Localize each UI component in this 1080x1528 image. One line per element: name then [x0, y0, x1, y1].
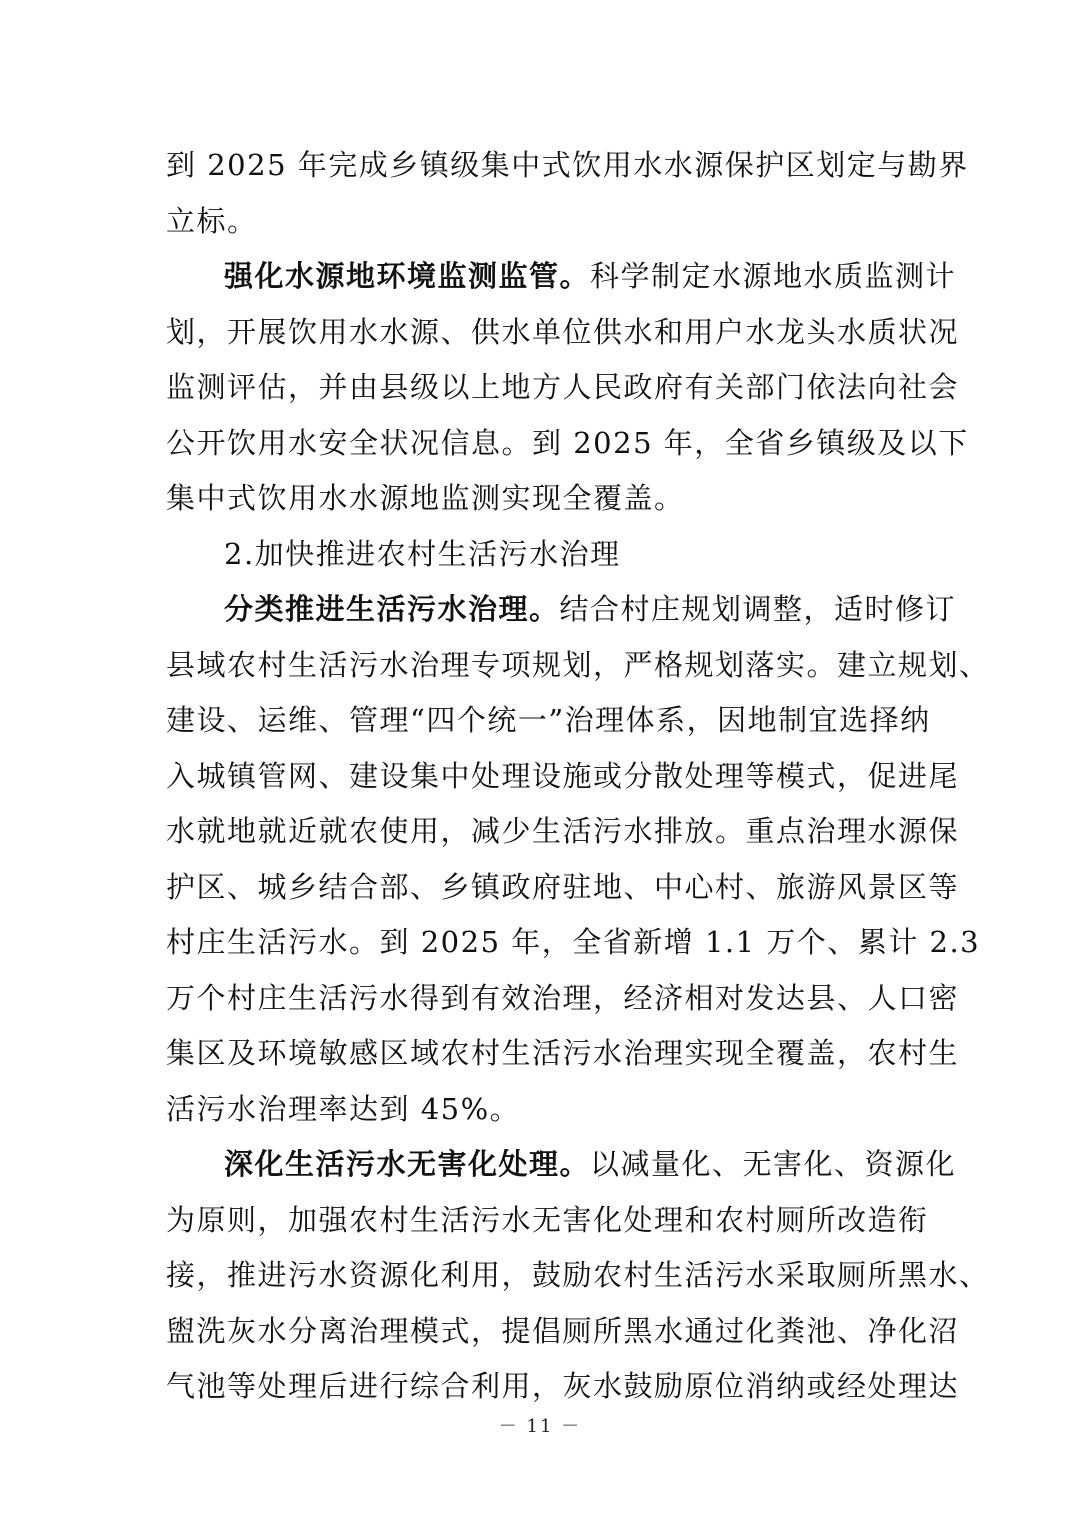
text-line	[166, 971, 960, 1027]
line-text: 到 2025 年完成乡镇级集中式饮用水水源保护区划定与勘界	[166, 148, 969, 182]
text-line	[166, 1137, 957, 1193]
line-text: 盥洗灰水分离治理模式，提倡厕所黑水通过化粪池、净化沼	[166, 1313, 960, 1348]
text-line	[166, 582, 957, 638]
line-text: 2.加快推进农村生活污水治理	[224, 536, 621, 571]
text-line	[166, 305, 960, 361]
line-text: 结合村庄规划调整，适时修订	[559, 592, 957, 626]
text-line	[166, 471, 916, 527]
text-line	[166, 360, 960, 416]
text-line	[166, 693, 931, 749]
line-text: 接，推进污水资源化利用，鼓励农村生活污水采取厕所黑水、	[166, 1258, 990, 1292]
text-line	[166, 1082, 916, 1138]
line-text: 以减量化、无害化、资源化	[590, 1147, 957, 1181]
text-line	[166, 638, 990, 694]
paragraph-heading: 分类推进生活污水治理。	[224, 592, 560, 626]
line-text: 监测评估，并由县级以上地方人民政府有关部门依法向社会	[166, 370, 960, 404]
text-line	[166, 249, 957, 305]
line-text: 公开饮用水安全状况信息。到 2025 年，全省乡镇级及以下	[166, 425, 969, 460]
body-text	[166, 138, 990, 1415]
line-text: 集区及环境敏感区域农村生活污水治理实现全覆盖，农村生	[166, 1036, 960, 1070]
line-text: 为原则，加强农村生活污水无害化处理和农村厕所改造衔	[166, 1202, 929, 1237]
line-text: 活污水治理率达到 45%。	[166, 1091, 521, 1126]
line-text: 建设、运维、管理“四个统一”治理体系，因地制宜选择纳	[166, 703, 931, 737]
line-text: 县域农村生活污水治理专项规划，严格规划落实。建立规划、	[166, 647, 990, 682]
line-text: 水就地就近就农使用，减少生活污水排放。重点治理水源保	[166, 814, 960, 848]
line-text: 入城镇管网、建设集中处理设施或分散处理等模式，促进尾	[166, 758, 960, 793]
text-line	[166, 1359, 960, 1415]
text-line	[166, 138, 969, 194]
line-text: 科学制定水源地水质监测计	[590, 259, 957, 293]
text-line	[166, 1193, 929, 1249]
line-text: 立标。	[166, 203, 258, 238]
line-text: 划，开展饮用水水源、供水单位供水和用户水龙头水质状况	[166, 314, 960, 349]
text-line	[166, 1304, 960, 1360]
line-text: 村庄生活污水。到 2025 年，全省新增 1.1 万个、累计 2.3	[166, 925, 981, 959]
text-line	[166, 860, 960, 916]
paragraph-heading: 强化水源地环境监测监管。	[224, 259, 591, 293]
text-line	[166, 1248, 990, 1304]
line-text: 集中式饮用水水源地监测实现全覆盖。	[166, 481, 685, 515]
text-line	[166, 416, 969, 472]
text-line	[166, 194, 916, 250]
paragraph-heading: 深化生活污水无害化处理。	[224, 1147, 591, 1181]
text-line	[166, 749, 960, 805]
text-line	[166, 804, 960, 860]
text-line	[166, 1026, 960, 1082]
line-text: 护区、城乡结合部、乡镇政府驻地、中心村、旅游风景区等	[166, 869, 960, 904]
line-text: 气池等处理后进行综合利用，灰水鼓励原位消纳或经处理达	[166, 1369, 960, 1403]
text-line	[166, 527, 916, 583]
line-text: 万个村庄生活污水得到有效治理，经济相对发达县、人口密	[166, 980, 960, 1015]
text-line	[166, 915, 981, 971]
page-number: － 11 －	[498, 1416, 582, 1437]
